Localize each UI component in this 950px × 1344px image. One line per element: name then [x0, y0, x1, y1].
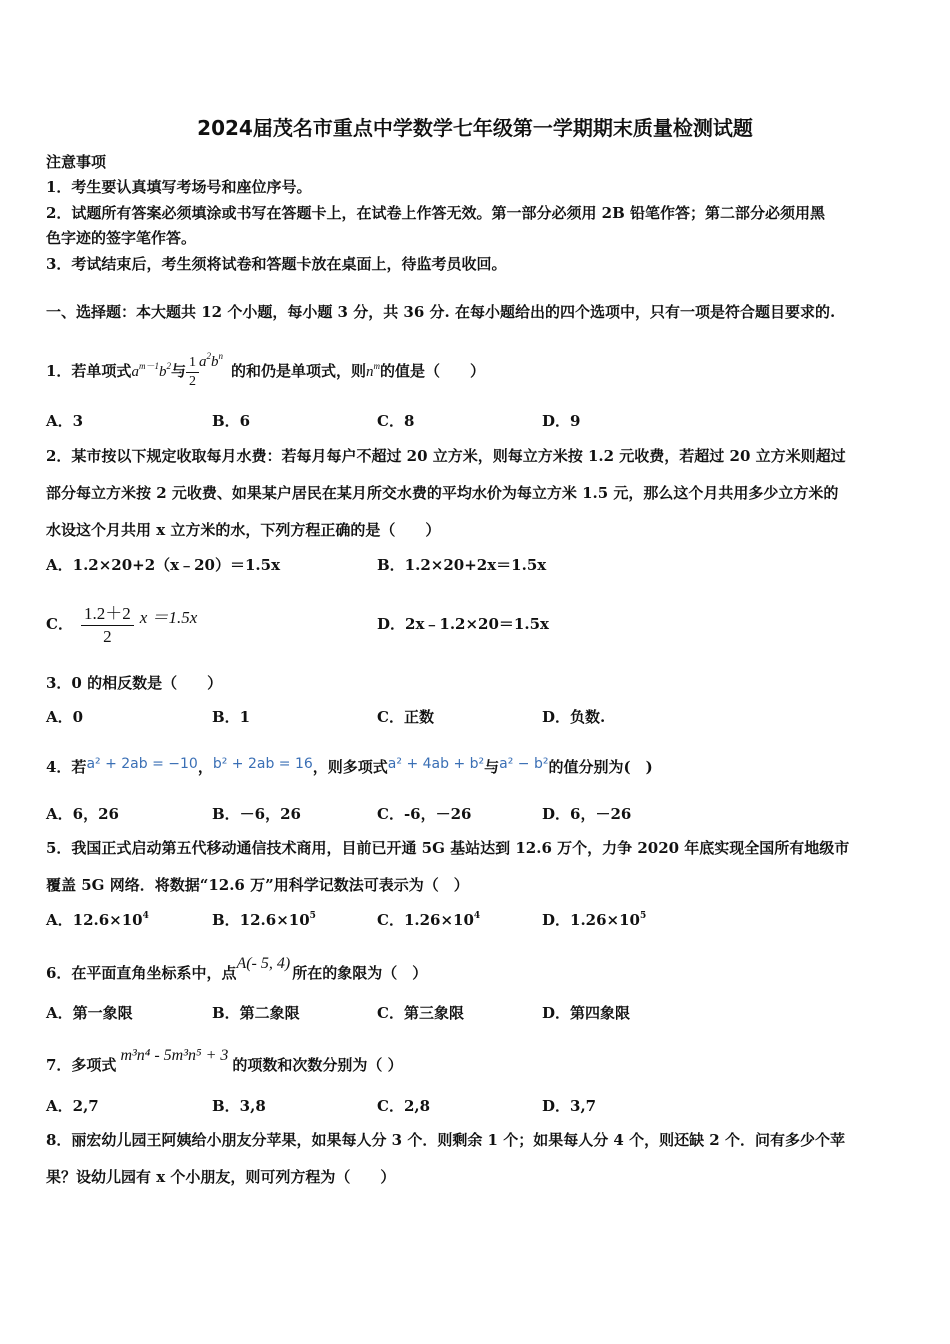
q4-option-c: C．-6，－26: [377, 805, 472, 823]
q2-c-fraction: $\frac{1.2+2}{2}$: [81, 603, 134, 648]
q5-option-a: A．$12.6\times 10^4$: [46, 911, 149, 929]
question-1-stem: 1．若单项式$a^{m-1}b^2$与 $\frac{1}{2}$ $a^2b^n$的和仍是单项式，则$n^m$的值是（ ）: [46, 351, 485, 389]
question-8-line-1: 8．丽宏幼儿园王阿姨给小朋友分苹果，如果每人分 3 个．则剩余 1 个；如果每人分 4 个，则还缺 2 个．问有多少个苹: [46, 1131, 845, 1149]
question-7-stem: 7．多项式m³n⁴ - 5m³n⁵ + 3的项数和次数分别为（ ）: [46, 1047, 403, 1074]
notice-item-3: 3．考试结束后，考生须将试卷和答题卡放在桌面上，待监考员收回。: [46, 255, 507, 273]
notice-item-1: 1．考生要认真填写考场号和座位序号。: [46, 178, 312, 196]
q1-option-d: D．9: [542, 412, 581, 430]
q4-equation-2: b² + 2ab = 16: [212, 756, 313, 772]
q3-option-a: A．0: [46, 708, 84, 726]
q3-option-d: D．负数.: [542, 708, 606, 726]
q1-option-c: C．8: [377, 412, 415, 430]
notice-item-2-cont: 色字迹的签字笔作答。: [46, 229, 197, 247]
q5-option-d: D．$1.26\times 10^5$: [542, 911, 647, 929]
question-5-line-1: 5．我国正式启动第五代移动通信技术商用，目前已开通 5G 基站达到 12.6 万个，力争 2020 年底实现全国所有地级市: [46, 839, 850, 857]
q2-option-a: A．1.2×20+2（x﹣20）＝1.5x: [46, 556, 281, 574]
question-6-stem: 6．在平面直角坐标系中，点A(- 5, 4)所在的象限为（ ）: [46, 955, 428, 982]
q6-point: A(- 5, 4): [236, 955, 291, 972]
q1-nm: $n^m$: [365, 361, 380, 380]
q7-option-a: A．2,7: [46, 1097, 99, 1115]
q4-option-a: A．6，26: [46, 805, 119, 823]
q2-option-d: D．2x﹣1.2×20＝1.5x: [377, 615, 549, 633]
q7-polynomial: m³n⁴ - 5m³n⁵ + 3: [120, 1047, 229, 1064]
q6-option-d: D．第四象限: [542, 1004, 631, 1022]
q7-option-b: B．3,8: [212, 1097, 266, 1115]
q7-option-c: C．2,8: [377, 1097, 431, 1115]
q4-expression-1: a² + 4ab + b²: [387, 756, 485, 772]
section-heading: 一、选择题：本大题共 12 个小题，每小题 3 分，共 36 分. 在每小题给出的四个选项中，只有一项是符合题目要求的.: [46, 303, 836, 321]
q1-option-b: B．6: [212, 412, 251, 430]
q4-option-b: B．－6，26: [212, 805, 301, 823]
q2-option-b: B．1.2×20+2x＝1.5x: [377, 556, 547, 574]
q4-option-d: D．6，－26: [542, 805, 632, 823]
q1-term2: $a^2b^n$: [198, 351, 223, 370]
question-3-stem: 3．0 的相反数是（ ）: [46, 674, 223, 692]
q4-expression-2: a² − b²: [499, 756, 549, 772]
question-5-line-2: 覆盖 5G 网络．将数据“12.6 万”用科学记数法可表示为（ ）: [46, 876, 469, 894]
q6-option-a: A．第一象限: [46, 1004, 133, 1022]
q1-term1: $a^{m-1}b^2$: [131, 361, 171, 380]
q6-option-c: C．第三象限: [377, 1004, 464, 1022]
q5-option-c: C．$1.26\times 10^4$: [377, 911, 481, 929]
q1-fraction: $\frac{1}{2}$: [186, 354, 199, 391]
q6-option-b: B．第二象限: [212, 1004, 300, 1022]
q7-option-d: D．3,7: [542, 1097, 597, 1115]
notice-heading: 注意事项: [46, 153, 107, 171]
notice-item-2: 2．试题所有答案必须填涂或书写在答题卡上，在试卷上作答无效。第一部分必须用 2B 铅笔作答；第二部分必须用黑: [46, 204, 826, 222]
question-4-stem: 4．若a² + 2ab = −10，b² + 2ab = 16，则多项式a² + 4ab + b²与a² − b²的值分别为( ): [46, 756, 653, 776]
question-2-line-3: 水设这个月共用 x 立方米的水，下列方程正确的是（ ）: [46, 521, 441, 539]
q4-equation-1: a² + 2ab = −10: [86, 756, 198, 772]
page-title: 2024届茂名市重点中学数学七年级第一学期期末质量检测试题: [197, 116, 753, 140]
q5-option-b: B．$12.6\times 10^5$: [212, 911, 316, 929]
question-8-line-2: 果？设幼儿园有 x 个小朋友，则可列方程为（ ）: [46, 1168, 396, 1186]
q1-option-a: A．3: [46, 412, 84, 430]
q3-option-b: B．1: [212, 708, 251, 726]
question-2-line-2: 部分每立方米按 2 元收费、如果某户居民在某月所交水费的平均水价为每立方米 1.5 元，那么这个月共用多少立方米的: [46, 484, 839, 502]
q3-option-c: C．正数: [377, 708, 434, 726]
q2-option-c: C． $\frac{1.2+2}{2}$ x ＝1.5x: [46, 603, 198, 646]
question-2-line-1: 2．某市按以下规定收取每月水费：若每月每户不超过 20 立方米，则每立方米按 1.2 元收费，若超过 20 立方米则超过: [46, 447, 846, 465]
